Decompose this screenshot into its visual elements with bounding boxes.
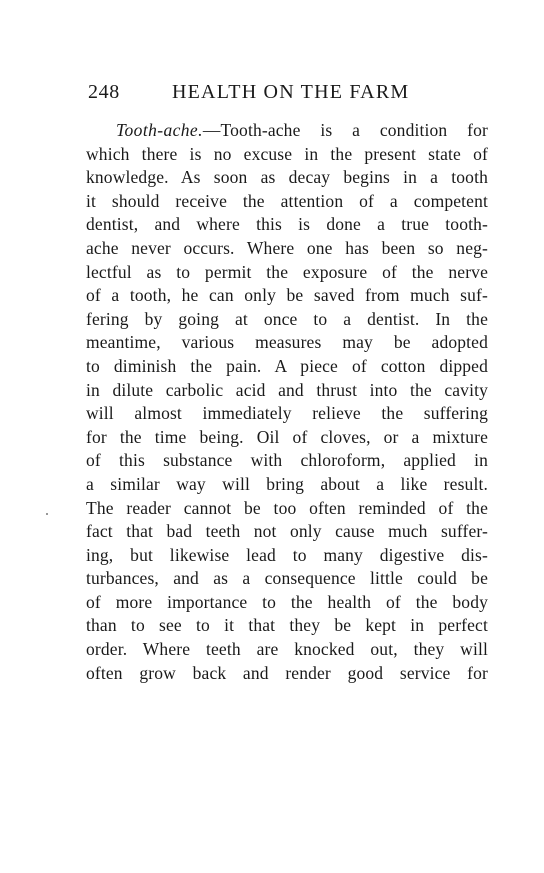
text-line: fact that bad teeth not only cause much suffer- [86,521,488,542]
running-head [88,79,488,105]
text-line [86,119,488,143]
text-line: fering by going at once to a dentist. In the [86,308,488,329]
page-number: 248 [88,81,120,103]
text-line: ing, but likewise lead to many digestive dis- [86,544,488,565]
running-title: HEALTH ON THE FARM [172,81,410,103]
text-line: to diminish the pain. A piece of cotton dipped [86,355,488,376]
text-line: than to see to it that they be kept in perfect [86,615,488,636]
scan-speck [46,513,48,515]
text-line: which there is no excuse in the present state of [86,143,488,164]
text-line: in dilute carbolic acid and thrust into the cavity [86,379,488,400]
text-line: turbances, and as a consequence little could be [86,568,488,589]
text-line: lectful as to permit the exposure of the nerve [86,261,488,282]
text-line: meantime, various measures may be adopted [86,332,488,353]
text-line: of more importance to the health of the body [86,591,488,612]
section-lead: Tooth-ache. [116,120,203,140]
text-line-rest: —Tooth-ache is a condition for [202,120,488,140]
text-line: a similar way will bring about a like result. [86,473,488,494]
text-line: order. Where teeth are knocked out, they will [86,639,488,660]
body-paragraph [86,119,488,685]
text-line: of a tooth, he can only be saved from much suf- [86,285,488,306]
text-line: for the time being. Oil of cloves, or a mixture [86,426,488,447]
text-line: knowledge. As soon as decay begins in a tooth [86,167,488,188]
text-line: of this substance with chloroform, applied in [86,450,488,471]
text-line: ache never occurs. Where one has been so neg- [86,237,488,258]
text-line: often grow back and render good service for [86,662,488,683]
text-line: it should receive the attention of a competent [86,190,488,211]
text-line: The reader cannot be too often reminded of the [86,497,488,518]
text-line: will almost immediately relieve the suffering [86,403,488,424]
text-line: dentist, and where this is done a true tooth- [86,214,488,235]
